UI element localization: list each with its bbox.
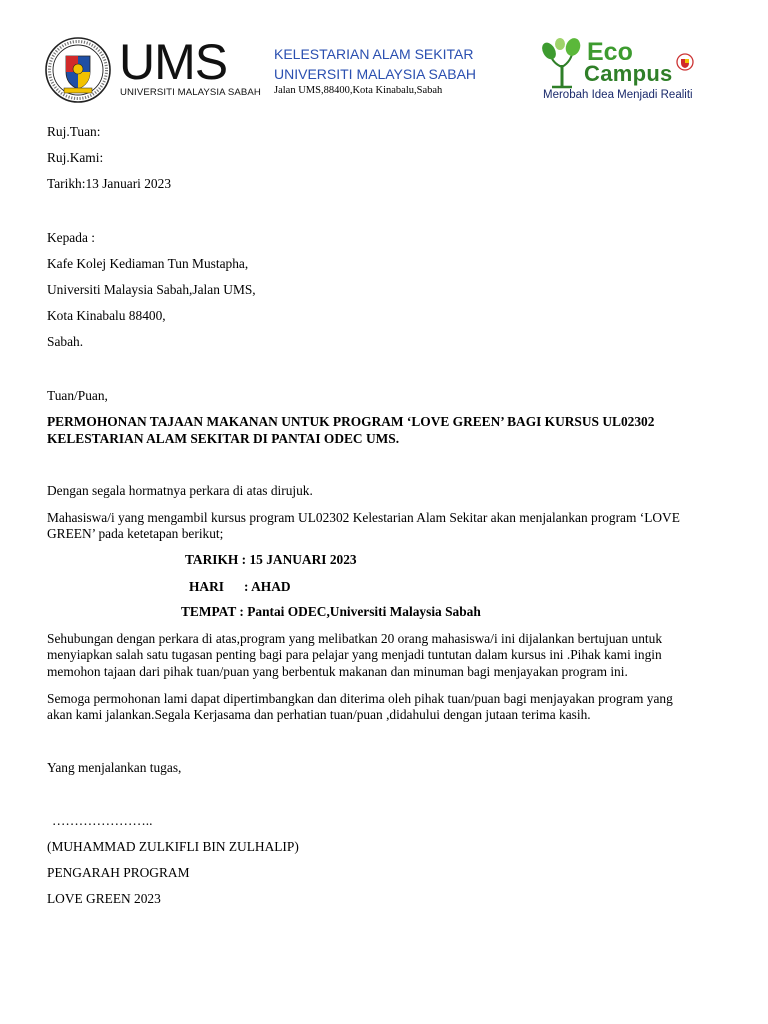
- program-name: LOVE GREEN 2023: [47, 891, 161, 906]
- body-paragraph-line: menyiapkan salah satu tugasan penting bagi para pelajar yang menjadi tuntutan dalam kursus ini .Pihak kami ingin: [47, 647, 662, 662]
- event-date: TARIKH : 15 JANUARI 2023: [185, 552, 357, 567]
- ref-kami: Ruj.Kami:: [47, 150, 104, 165]
- recipient-line: Universiti Malaysia Sabah,Jalan UMS,: [47, 282, 256, 297]
- ums-logo-text: UMS: [119, 34, 228, 90]
- body-paragraph-line: Sehubungan dengan perkara di atas,program yang melibatkan 20 orang mahasiswa/i ini dijalankan bertujuan untuk: [47, 631, 663, 646]
- subject-line: KELESTARIAN ALAM SEKITAR DI PANTAI ODEC UMS.: [47, 431, 400, 446]
- body-paragraph-line: GREEN’ pada ketetapan berikut;: [47, 526, 224, 541]
- event-venue: TEMPAT : Pantai ODEC,Universiti Malaysia Sabah: [181, 604, 481, 619]
- signatory-name: (MUHAMMAD ZULKIFLI BIN ZULHALIP): [47, 839, 299, 854]
- signature-dots: …………………..: [52, 813, 153, 828]
- body-paragraph-line: Semoga permohonan lami dapat dipertimbangkan dan diterima oleh pihak tuan/puan bagi menjayakan program yang: [47, 691, 673, 706]
- closing-line: Yang menjalankan tugas,: [47, 760, 182, 775]
- recipient-line: Kota Kinabalu 88400,: [47, 308, 166, 323]
- signatory-title: PENGARAH PROGRAM: [47, 865, 190, 880]
- eco-logo-word: Eco: [587, 38, 633, 66]
- recipient-line: Sabah.: [47, 334, 84, 349]
- body-paragraph-line: Mahasiswa/i yang mengambil kursus program UL02302 Kelestarian Alam Sekitar akan menjalankan program ‘LOVE: [47, 510, 680, 525]
- body-paragraph-line: akan kami jalankan.Segala Kerjasama dan perhatian tuan/puan ,didahului dengan jutaan terima kasih.: [47, 707, 591, 722]
- subject-line: PERMOHONAN TAJAAN MAKANAN UNTUK PROGRAM ‘LOVE GREEN’ BAGI KURSUS UL02302: [47, 414, 655, 429]
- recipient-line: Kafe Kolej Kediaman Tun Mustapha,: [47, 256, 249, 271]
- header-address: Jalan UMS,88400,Kota Kinabalu,Sabah: [274, 85, 443, 96]
- ums-logo-subtext: UNIVERSITI MALAYSIA SABAH: [120, 87, 261, 98]
- letter-date: Tarikh:13 Januari 2023: [47, 176, 172, 191]
- eco-tagline: Merobah Idea Menjadi Realiti: [543, 89, 693, 101]
- body-paragraph: Dengan segala hormatnya perkara di atas dirujuk.: [47, 483, 313, 498]
- eco-campus-tree-icon: [540, 37, 584, 89]
- header-title-line2: UNIVERSITI MALAYSIA SABAH: [274, 66, 477, 82]
- salutation: Tuan/Puan,: [47, 388, 108, 403]
- header-title-line1: KELESTARIAN ALAM SEKITAR: [274, 46, 474, 62]
- campus-logo-word: Campus: [584, 61, 673, 86]
- ref-tuan: Ruj.Tuan:: [47, 124, 101, 139]
- ums-mini-logo-icon: [676, 53, 694, 71]
- event-day: HARI : AHAD: [189, 579, 291, 594]
- body-paragraph-line: memohon tajaan dari pihak tuan/puan yang berbentuk makanan dan minuman bagi menjayakan program ini.: [47, 664, 628, 679]
- recipient-label: Kepada :: [47, 230, 95, 245]
- ums-crest-logo: [44, 36, 112, 104]
